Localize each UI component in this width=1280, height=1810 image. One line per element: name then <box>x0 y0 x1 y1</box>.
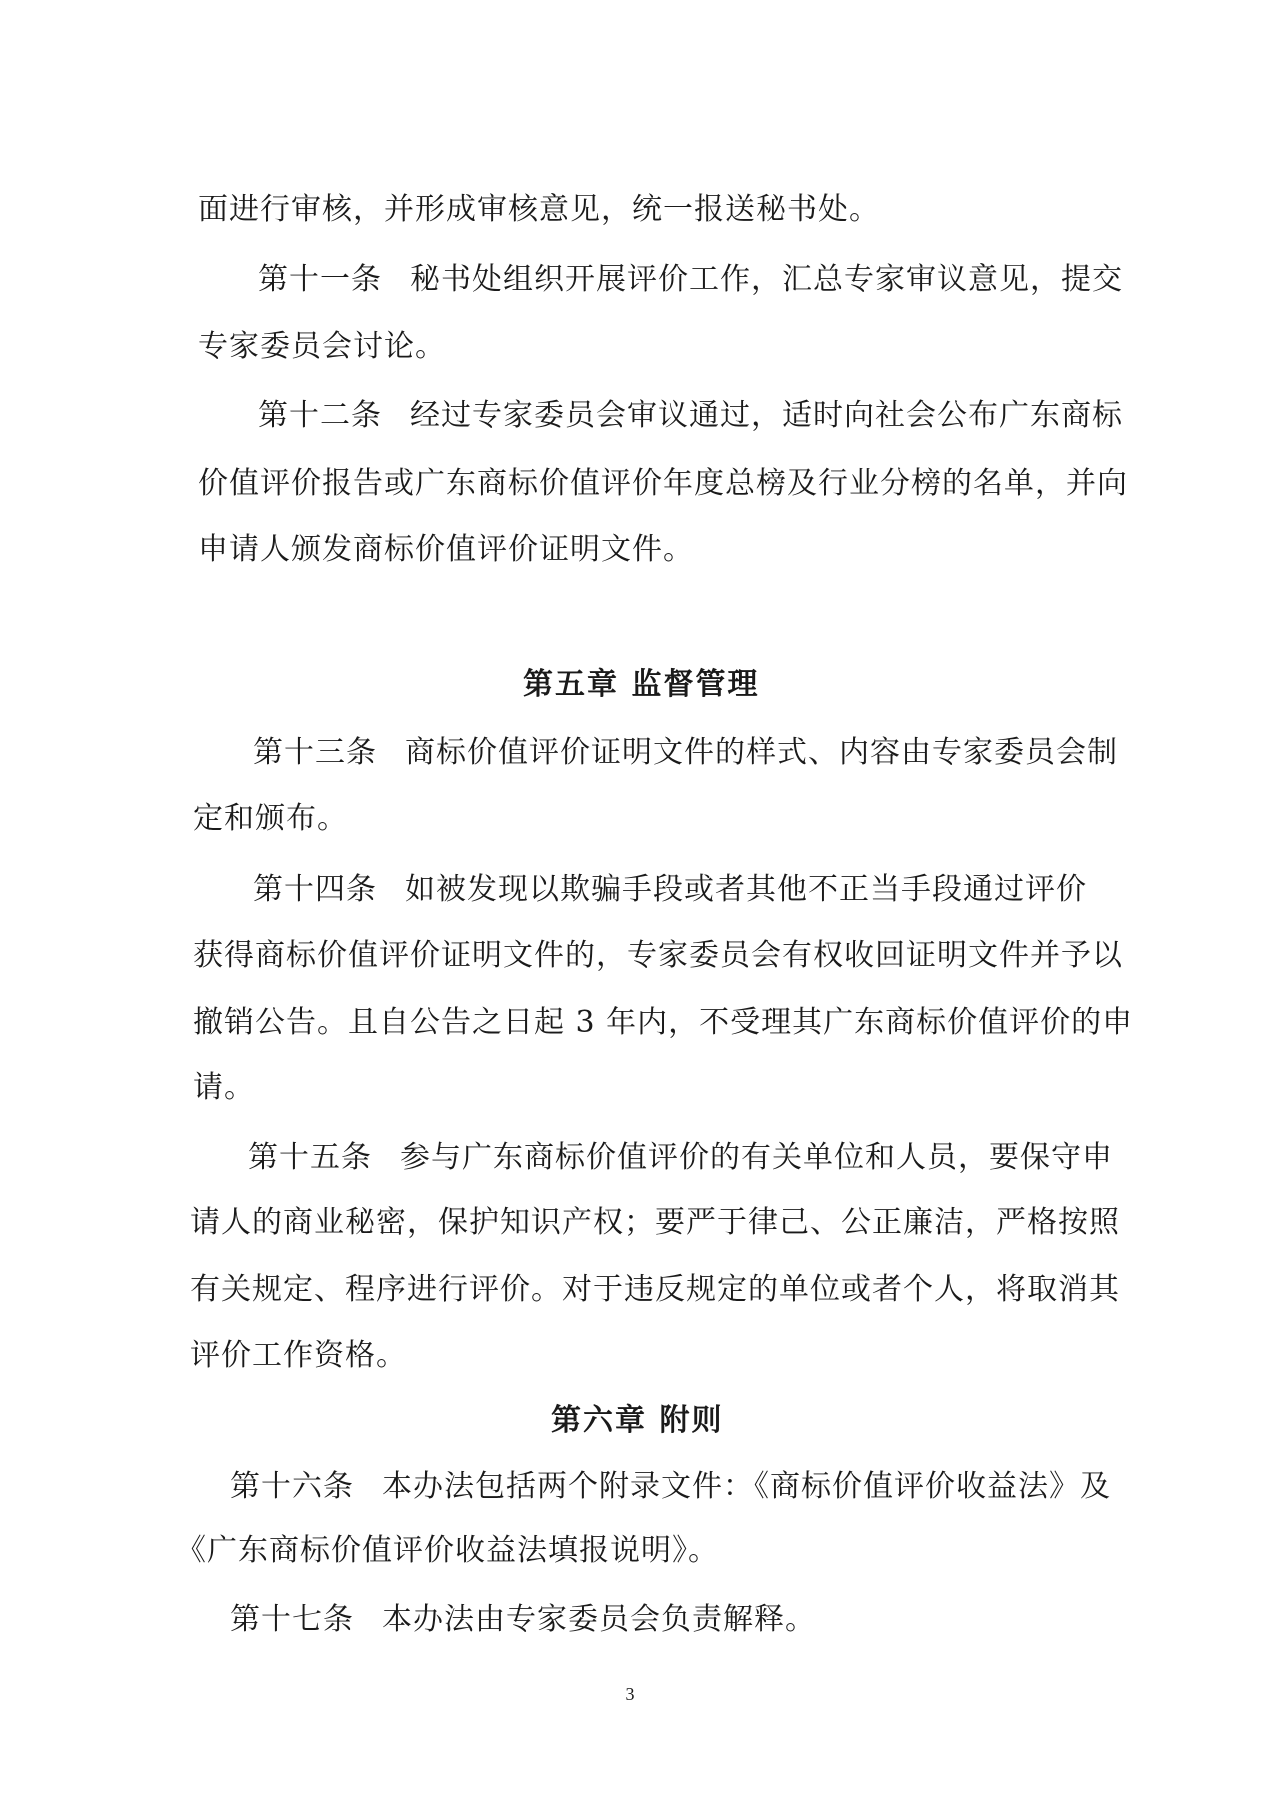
chapter-6-heading: 第六章 附则 <box>551 1403 724 1438</box>
article-11 <box>258 260 1123 300</box>
text-span: 申请人颁发商标价值评价证明文件。 <box>198 532 694 567</box>
paragraph-line <box>193 936 1123 976</box>
article-number: 第十三条 <box>253 735 377 770</box>
paragraph-line <box>198 327 446 367</box>
article-number: 第十一条 <box>258 262 382 297</box>
article-number: 第十七条 <box>230 1602 354 1637</box>
article-17 <box>230 1600 816 1640</box>
text-span: 如被发现以欺骗手段或者其他不正当手段通过评价 <box>405 872 1087 907</box>
article-16 <box>230 1467 1111 1507</box>
article-number: 第十二条 <box>258 398 382 433</box>
page-number: 3 <box>625 1684 635 1704</box>
article-13 <box>253 733 1118 773</box>
text-span: 面进行审核，并形成审核意见，统一报送秘书处。 <box>198 192 880 227</box>
text-span: 专家委员会讨论。 <box>198 329 446 364</box>
text-span: 本办法包括两个附录文件：《商标价值评价收益法》及 <box>382 1469 1111 1504</box>
text-span: 秘书处组织开展评价工作，汇总专家审议意见，提交 <box>410 262 1123 297</box>
paragraph-line <box>198 464 1128 504</box>
text-span: 撤销公告。且自公告之日起 3 年内，不受理其广东商标价值评价的申 <box>193 1005 1134 1040</box>
text-span: 本办法由专家委员会负责解释。 <box>382 1602 816 1637</box>
paragraph-line <box>198 190 880 230</box>
chapter-5-heading: 第五章 监督管理 <box>523 667 760 702</box>
paragraph-line <box>193 1068 255 1108</box>
text-span: 评价工作资格。 <box>190 1338 407 1373</box>
paragraph-line <box>190 1203 1120 1243</box>
paragraph-line <box>190 1336 407 1376</box>
article-number: 第十六条 <box>230 1469 354 1504</box>
text-span: 有关规定、程序进行评价。对于违反规定的单位或者个人，将取消其 <box>190 1272 1120 1307</box>
article-12 <box>258 396 1123 436</box>
text-span: 《广东商标价值评价收益法填报说明》。 <box>176 1533 719 1568</box>
text-span: 参与广东商标价值评价的有关单位和人员，要保守申 <box>400 1140 1113 1175</box>
text-span: 请人的商业秘密，保护知识产权；要严于律己、公正廉洁，严格按照 <box>190 1205 1120 1240</box>
article-14 <box>253 870 1087 910</box>
article-number: 第十四条 <box>253 872 377 907</box>
text-span: 定和颁布。 <box>193 801 348 836</box>
paragraph-line <box>190 1270 1120 1310</box>
text-span: 经过专家委员会审议通过，适时向社会公布广东商标 <box>410 398 1123 433</box>
paragraph-line <box>176 1531 719 1571</box>
text-span: 获得商标价值评价证明文件的，专家委员会有权收回证明文件并予以 <box>193 938 1123 973</box>
text-span: 价值评价报告或广东商标价值评价年度总榜及行业分榜的名单，并向 <box>198 466 1128 501</box>
text-span: 请。 <box>193 1070 255 1105</box>
paragraph-line <box>198 530 694 570</box>
paragraph-line <box>193 799 348 839</box>
article-15 <box>248 1138 1113 1178</box>
paragraph-line <box>193 1003 1133 1043</box>
text-span: 商标价值评价证明文件的样式、内容由专家委员会制 <box>405 735 1118 770</box>
article-number: 第十五条 <box>248 1140 372 1175</box>
